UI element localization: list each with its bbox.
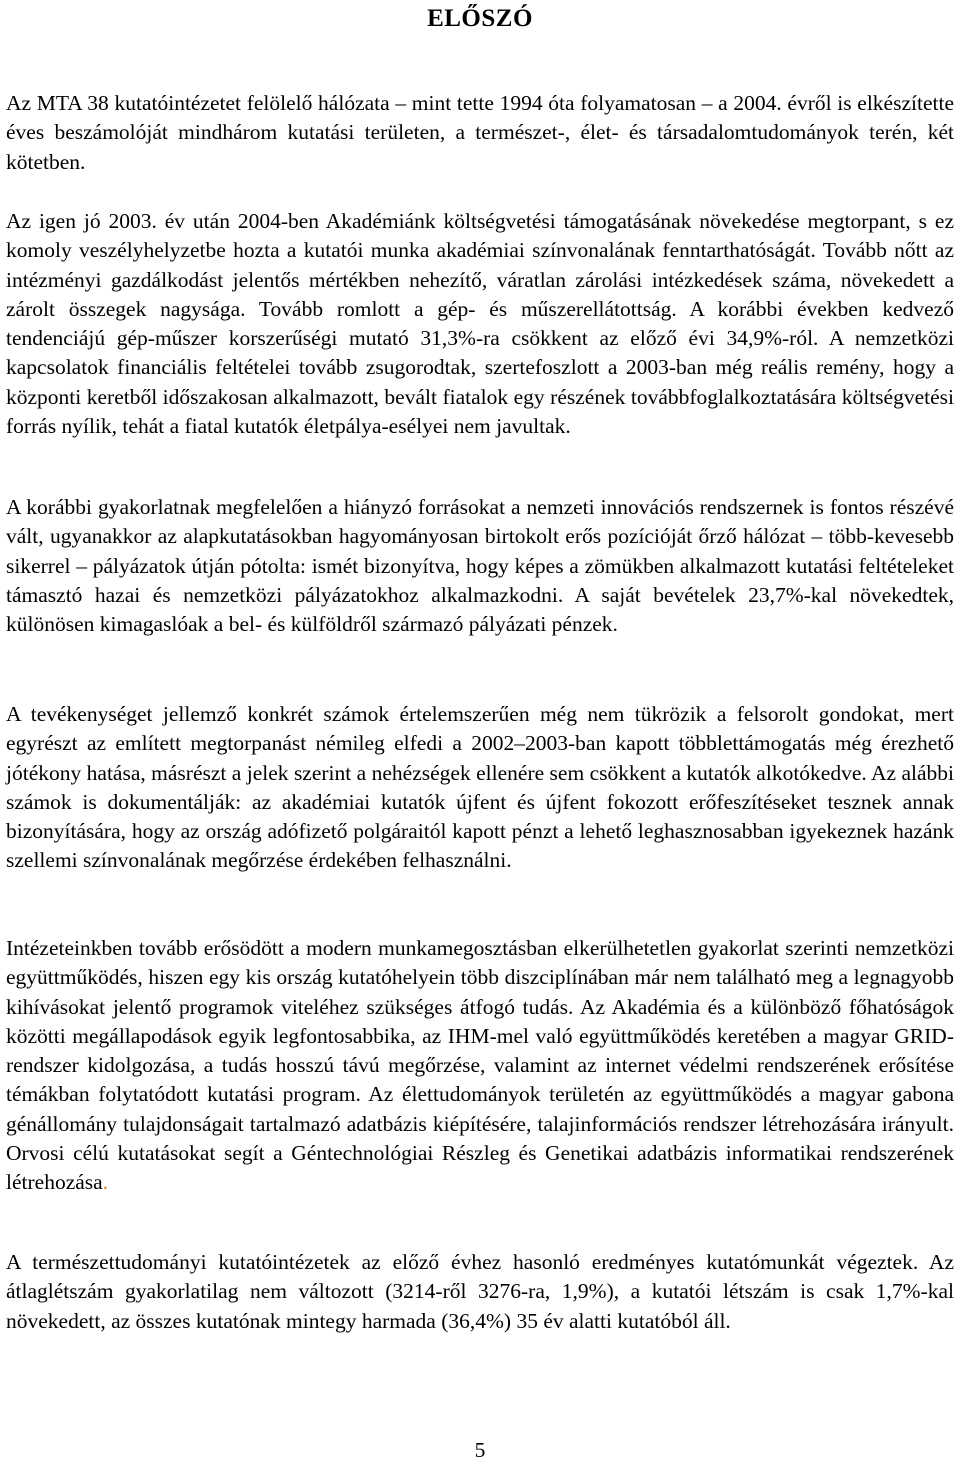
page-title: ELŐSZÓ	[427, 5, 533, 32]
paragraph-2: Az igen jó 2003. év után 2004-ben Akadémiánk költségvetési támogatásának növekedése megtorpant, s ez komoly veszélyhelyzetbe hozta a kutatói munka akadémiai színvonalának fenntarthatóságát. Tovább nőtt az intézményi gazdálkodást jelentős mértékben nehezítő, váratlan zárolási intézkedések száma, növekedett a zárolt összegek nagysága. Tovább romlott a gép- és műszerellátottság. A korábbi években kedvező tendenciájú gép-műszer korszerűségi mutató 31,3%-ra csökkent az előző évi 34,9%-ról. A nemzetközi kapcsolatok financiális feltételei tovább zsugorodtak, szertefoszlott a 2003-ban még reális remény, hogy a központi keretből időszakosan alkalmazott, bevált fiatalok egy részének továbbfoglalkoztatására költségvetési forrás nyílik, tehát a fiatal kutatók életpálya-esélyei nem javultak.	[6, 209, 954, 439]
paragraph-6: A természettudományi kutatóintézetek az előző évhez hasonló eredményes kutatómunkát végeztek. Az átlaglétszám gyakorlatilag nem változott (3214-ről 3276-ra, 1,9%), a kutatói létszám is csak 1,7%-kal növekedett, az összes kutatónak mintegy harmada (36,4%) 35 év alatti kutatóból áll.	[6, 1250, 954, 1333]
paragraph-1: Az MTA 38 kutatóintézetet felölelő hálózata – mint tette 1994 óta folyamatosan – a 2004. évről is elkészítette éves beszámolóját mindhárom kutatási területen, a természet-, élet- és társadalomtudományok terén, két kötetben.	[6, 91, 954, 174]
paragraph-5-end-mark: .	[102, 1170, 109, 1195]
page-number: 5	[474, 1438, 486, 1462]
paragraph-3: A korábbi gyakorlatnak megfelelően a hiányzó forrásokat a nemzeti innovációs rendszernek is fontos részévé vált, ugyanakkor az alapkutatásokban hagyományosan birtokolt erős pozícióját őrző hálózat – több-kevesebb sikerrel – pályázatok útján pótolta: ismét bizonyítva, hogy képes a zömükben alkalmazott kutatási feltételeket támasztó hazai és nemzetközi pályázatokhoz alkalmazkodni. A saját bevételek 23,7%-kal növekedtek, különösen kimagaslóak a bel- és külföldről származó pályázati pénzek.	[6, 495, 954, 637]
paragraph-5	[6, 934, 954, 1198]
paragraph-4: A tevékenységet jellemző konkrét számok értelemszerűen még nem tükrözik a felsorolt gondokat, mert egyrészt az említett megtorpanást némileg elfedi a 2002–2003-ban kapott többlettámogatás még érezhető jótékony hatása, másrészt a jelek szerint a nehézségek ellenére sem csökkent a kutatók alkotókedve. Az alábbi számok is dokumentálják: az akadémiai kutatók újfent és újfent fokozott erőfeszítéseket tesznek annak bizonyítására, hogy az ország adófizető polgáraitól kapott pénzt a lehető leghasznosabban igyekeznek hazánk szellemi színvonalának megőrzése érdekében felhasználni.	[6, 702, 954, 873]
paragraph-5-text: Intézeteinkben tovább erősödött a modern munkamegosztásban elkerülhetetlen gyakorlat szerinti nemzetközi együttműködés, hiszen egy kis ország kutatóhelyein több diszciplínában már nem található meg a legnagyobb kihívásokat jelentő programok viteléhez szükséges átfogó tudás. Az Akadémia és a különböző főhatóságok közötti megállapodások egyik legfontosabbika, az IHM-mel való együttműködés keretében a magyar GRID-rendszer kidolgozása, a tudás hosszú távú megőrzése, valamint az internet védelmi rendszerének erősítése témákban folytatódott kutatási program. Az élettudományok területén az együttműködés a magyar gabona génállomány tulajdonságait tartalmazó adatbázis kiépítésére, talajinformációs rendszer létrehozására irányult. Orvosi célú kutatásokat segít a Géntechnológiai Részleg és Genetikai adatbázis informatikai rendszerének létrehozása	[6, 936, 954, 1195]
